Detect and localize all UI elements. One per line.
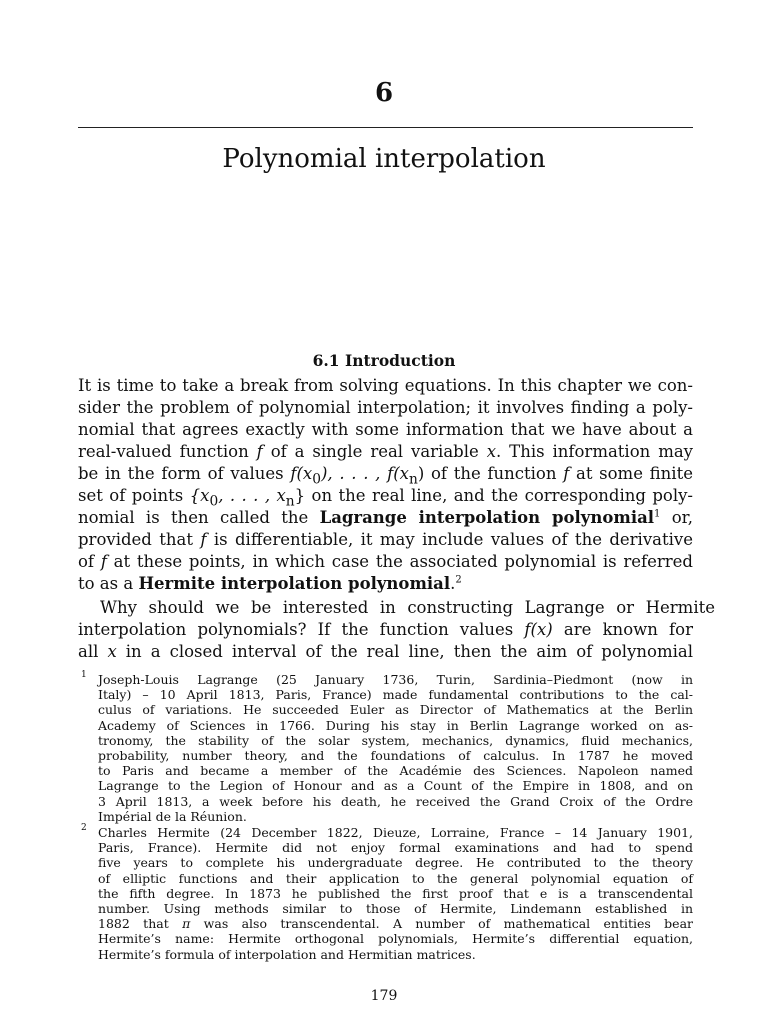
body-line: to as a Hermite interpolation polynomial.$^2$ — [78, 574, 462, 593]
footnote-line: 1882 that π was also transcendental. A number of mathematical entities bear — [98, 916, 693, 931]
footnote-line: Impérial de la Réunion. — [98, 809, 247, 824]
body-line: all x in a closed interval of the real line, then the aim of polynomial — [78, 642, 693, 661]
footnote-line: Academy of Sciences in 1766. During his stay in Berlin Lagrange worked on as- — [98, 718, 693, 733]
footnote-line: of elliptic functions and their application to the general polynomial equation of — [98, 871, 693, 886]
footnote-line: 3 April 1813, a week before his death, he received the Grand Croix of the Ordre — [98, 794, 693, 809]
footnote-ref-1: 1 — [654, 508, 661, 520]
section-heading: 6.1 Introduction — [312, 351, 456, 370]
footnote-line: five years to complete his undergraduate degree. He contributed to the theory — [98, 855, 693, 870]
footnote-line: Paris, France). Hermite did not enjoy formal examinations and had to spend — [98, 840, 693, 855]
chapter-title: Polynomial interpolation — [222, 144, 546, 174]
body-line: provided that f is differentiable, it may include values of the derivative — [78, 530, 693, 549]
body-line: nomial that agrees exactly with some information that we have about a — [78, 420, 693, 439]
footnote-line: probability, number theory, and the foundations of calculus. In 1787 he moved — [98, 748, 693, 763]
page-number: 179 — [370, 988, 398, 1004]
chapter-rule — [78, 127, 693, 128]
body-line: interpolation polynomials? If the function values f(x) are known for — [78, 620, 693, 639]
footnote-line: Charles Hermite (24 December 1822, Dieuze, Lorraine, France – 14 January 1901, — [98, 825, 693, 840]
body-line: real-valued function f of a single real variable x. This information may — [78, 442, 693, 461]
lagrange-term: Lagrange interpolation polynomial — [319, 508, 655, 527]
body-line: sider the problem of polynomial interpolation; it involves finding a poly- — [78, 398, 693, 417]
footnote-line: culus of variations. He succeeded Euler as Director of Mathematics at the Berlin — [98, 702, 693, 717]
footnote-line: number. Using methods similar to those of Hermite, Lindemann established in — [98, 901, 693, 916]
body-line: of f at these points, in which case the associated polynomial is referred — [78, 552, 693, 571]
footnote-line: Italy) – 10 April 1813, Paris, France) made fundamental contributions to the cal- — [98, 687, 693, 702]
footnote-line: the fifth degree. In 1873 he published the first proof that e is a transcendental — [98, 886, 693, 901]
footnote-mark-2: 2 — [81, 823, 87, 833]
footnote-line: Hermite’s formula of interpolation and Hermitian matrices. — [98, 947, 476, 962]
footnote-line: to Paris and became a member of the Académie des Sciences. Napoleon named — [98, 763, 693, 778]
footnote-line: Joseph-Louis Lagrange (25 January 1736, Turin, Sardinia–Piedmont (now in — [98, 672, 693, 687]
hermite-term: Hermite interpolation polynomial — [138, 574, 451, 593]
body-line: be in the form of values $f(x_0)$, . . . , $f(x_n)$ of the function f at some finite — [78, 464, 693, 488]
body-line: set of points {$x_0$, . . . , $x_n$} on the real line, and the corresponding poly- — [78, 486, 693, 510]
footnote-ref-2: 2 — [455, 574, 462, 586]
footnote-line: Lagrange to the Legion of Honour and as a Count of the Empire in 1808, and on — [98, 778, 693, 793]
body-line: Why should we be interested in constructing Lagrange or Hermite — [100, 598, 715, 617]
footnote-line: tronomy, the stability of the solar system, mechanics, dynamics, fluid mechanics, — [98, 733, 693, 748]
body-line: It is time to take a break from solving equations. In this chapter we con- — [78, 376, 693, 395]
footnote-mark-1: 1 — [81, 670, 87, 680]
body-line: nomial is then called the Lagrange interpolation polynomial$^1$ or, — [78, 508, 693, 527]
footnote-line: Hermite’s name: Hermite orthogonal polynomials, Hermite’s differential equation, — [98, 931, 693, 946]
chapter-number: 6 — [374, 78, 394, 108]
